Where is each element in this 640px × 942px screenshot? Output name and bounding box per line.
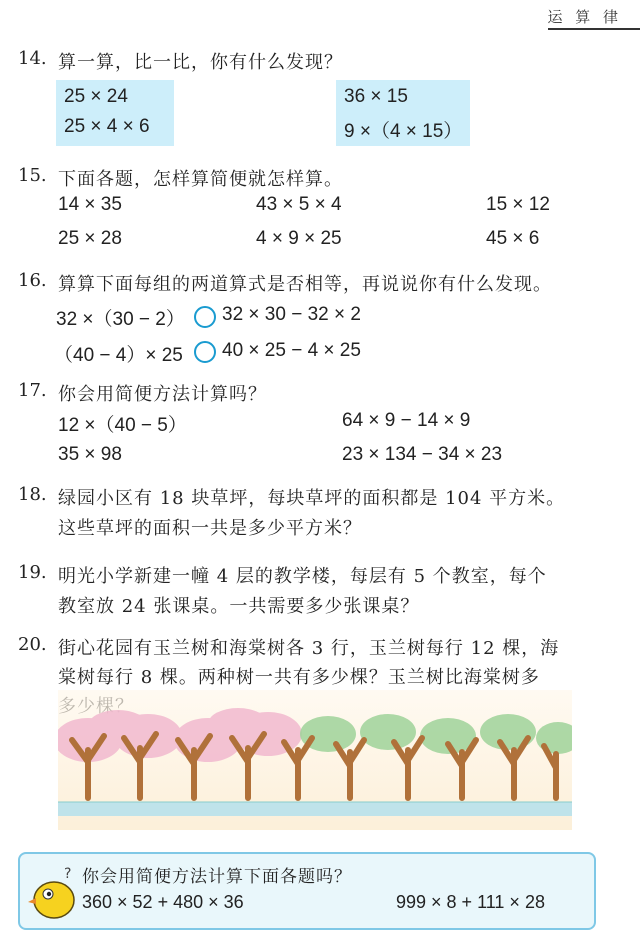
svg-text:?: ? <box>64 866 72 882</box>
q15-text: 下面各题，怎样算简便就怎样算。 <box>58 169 343 190</box>
page-header-title: 运 算 律 <box>547 8 622 26</box>
q15-expr: 43 × 5 × 4 <box>256 194 342 215</box>
q20-number: 20. <box>18 634 47 655</box>
q18-line-2: 这些草坪的面积一共是多少平方米？ <box>58 518 362 539</box>
q14-text: 算一算，比一比，你有什么发现？ <box>58 52 343 73</box>
q16-row2-left: （40 − 4）× 25 <box>54 345 183 366</box>
compare-circle[interactable] <box>194 306 216 328</box>
q16-row1-right: 32 × 30 − 32 × 2 <box>222 304 361 325</box>
q14-number: 14. <box>18 48 47 69</box>
q18-number: 18. <box>18 484 47 505</box>
q15-expr: 25 × 28 <box>58 228 122 249</box>
q17-expr: 64 × 9 − 14 × 9 <box>342 410 471 431</box>
q20-line-1: 街心花园有玉兰树和海棠树各 3 行，玉兰树每行 12 棵，海 <box>58 638 560 659</box>
q15-expr: 4 × 9 × 25 <box>256 228 342 249</box>
q14-left-expr-1: 25 × 24 <box>64 86 128 107</box>
q14-right-expr-2: 9 ×（4 × 15） <box>344 121 463 142</box>
tip-question: 你会用简便方法计算下面各题吗？ <box>82 867 352 887</box>
compare-circle[interactable] <box>194 341 216 363</box>
q20-line-2: 棠树每行 8 棵。两种树一共有多少棵？玉兰树比海棠树多 <box>58 667 540 688</box>
q17-text: 你会用简便方法计算吗？ <box>58 384 267 405</box>
q16-row2-right: 40 × 25 − 4 × 25 <box>222 340 361 361</box>
garden-illustration <box>58 690 572 830</box>
q14-right-expr-1: 36 × 15 <box>344 86 408 107</box>
q18-line-1: 绿园小区有 18 块草坪，每块草坪的面积都是 104 平方米。 <box>58 488 566 509</box>
q19-line-1: 明光小学新建一幢 4 层的教学楼，每层有 5 个教室，每个 <box>58 566 547 587</box>
q19-number: 19. <box>18 562 47 583</box>
q17-expr: 35 × 98 <box>58 444 122 465</box>
q16-number: 16. <box>18 270 47 291</box>
q17-number: 17. <box>18 380 47 401</box>
q15-expr: 14 × 35 <box>58 194 122 215</box>
q17-expr: 23 × 134 − 34 × 23 <box>342 444 503 465</box>
tip-box <box>18 852 596 930</box>
tip-expr-2: 999 × 8 + 111 × 28 <box>396 892 545 912</box>
tip-expr-1: 360 × 52 + 480 × 36 <box>82 892 244 912</box>
header-rule <box>548 28 640 30</box>
q16-text: 算算下面每组的两道算式是否相等，再说说你有什么发现。 <box>58 274 552 295</box>
q19-line-2: 教室放 24 张课桌。一共需要多少张课桌？ <box>58 596 420 617</box>
q14-right-box <box>336 80 470 146</box>
q15-expr: 45 × 6 <box>486 228 540 249</box>
q14-left-expr-2: 25 × 4 × 6 <box>64 116 150 137</box>
q16-row1-left: 32 ×（30 − 2） <box>56 309 185 330</box>
q17-expr: 12 ×（40 − 5） <box>58 415 187 436</box>
q14-left-box <box>56 80 174 146</box>
q15-number: 15. <box>18 165 47 186</box>
bird-mascot-icon <box>28 864 80 920</box>
q15-expr: 15 × 12 <box>486 194 550 215</box>
